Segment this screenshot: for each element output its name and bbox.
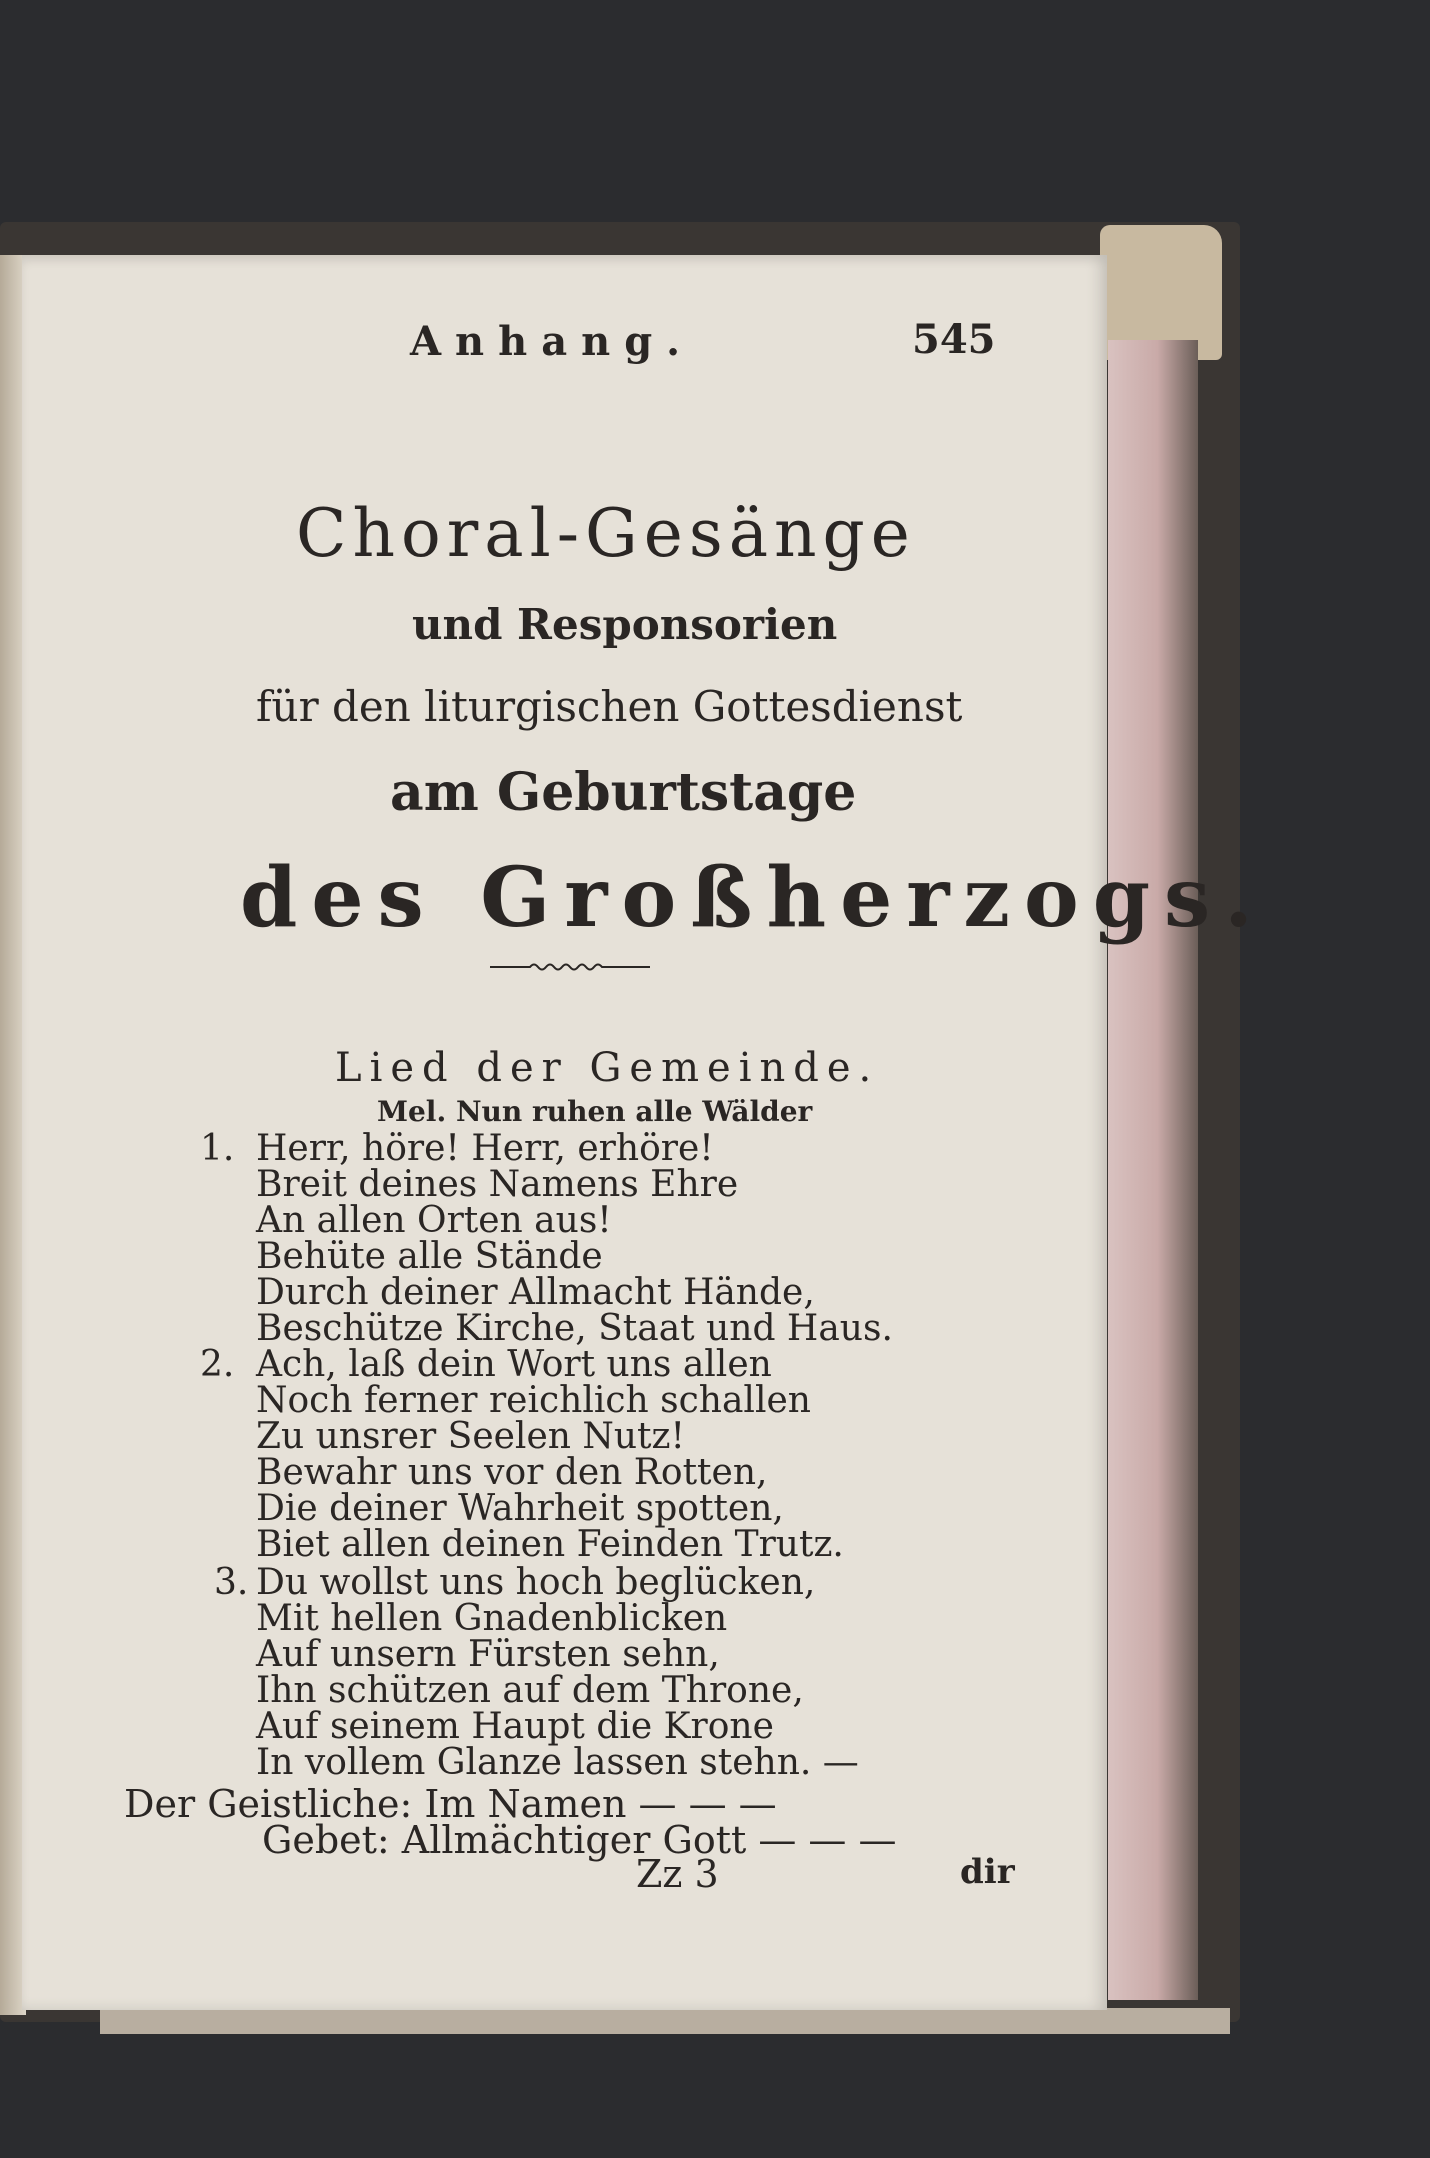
verse-line: Auf unsern Fürsten sehn, — [256, 1634, 720, 1675]
liturgy-line-geistliche: Der Geistliche: Im Namen — — — — [124, 1782, 777, 1826]
verse-line: Breit deines Namens Ehre — [256, 1164, 739, 1205]
title-line-2: und Responsorien — [412, 600, 838, 649]
title-line-5: des Großherzogs. — [240, 850, 1267, 946]
verse-line: Herr, höre! Herr, erhöre! — [256, 1128, 714, 1169]
verse-line: Beschütze Kirche, Staat und Haus. — [256, 1308, 893, 1349]
ornament-divider — [490, 960, 650, 974]
title-line-1: Choral-Gesänge — [296, 495, 916, 572]
verse-line: In vollem Glanze lassen stehn. — — [256, 1742, 859, 1783]
verse-line: Behüte alle Stände — [256, 1236, 603, 1277]
verse-line: Ihn schützen auf dem Throne, — [256, 1670, 804, 1711]
catchword: dir — [960, 1852, 1015, 1892]
page-edges — [1108, 340, 1198, 2000]
song-heading: Lied der Gemeinde. — [335, 1045, 880, 1091]
title-line-4: am Geburtstage — [390, 762, 857, 823]
verse-line: Bewahr uns vor den Rotten, — [256, 1452, 768, 1493]
verse-number: 1. — [200, 1128, 235, 1169]
verse-line: Noch ferner reichlich schallen — [256, 1380, 811, 1421]
bottom-page-edge — [100, 2008, 1230, 2034]
verse-line: Biet allen deinen Feinden Trutz. — [256, 1524, 844, 1565]
signature-mark: Zz 3 — [636, 1852, 719, 1896]
running-head: Anhang. — [410, 318, 695, 365]
verse-line: Zu unsrer Seelen Nutz! — [256, 1416, 685, 1457]
title-line-3: für den liturgischen Gottesdienst — [256, 682, 963, 731]
verse-line: Ach, laß dein Wort uns allen — [256, 1344, 772, 1385]
verse-line: Du wollst uns hoch beglücken, — [256, 1562, 816, 1603]
verse-number: 2. — [200, 1344, 235, 1385]
verse-line: Mit hellen Gnadenblicken — [256, 1598, 728, 1639]
melody-line: Mel. Nun ruhen alle Wälder — [377, 1095, 813, 1128]
verse-line: Durch deiner Allmacht Hände, — [256, 1272, 815, 1313]
verse-line: Die deiner Wahrheit spotten, — [256, 1488, 784, 1529]
page-number: 545 — [912, 316, 996, 363]
verse-line: An allen Orten aus! — [256, 1200, 612, 1241]
verse-number: 3. — [214, 1562, 249, 1603]
liturgy-line-gebet: Gebet: Allmächtiger Gott — — — — [262, 1818, 897, 1862]
verse-line: Auf seinem Haupt die Krone — [256, 1706, 774, 1747]
